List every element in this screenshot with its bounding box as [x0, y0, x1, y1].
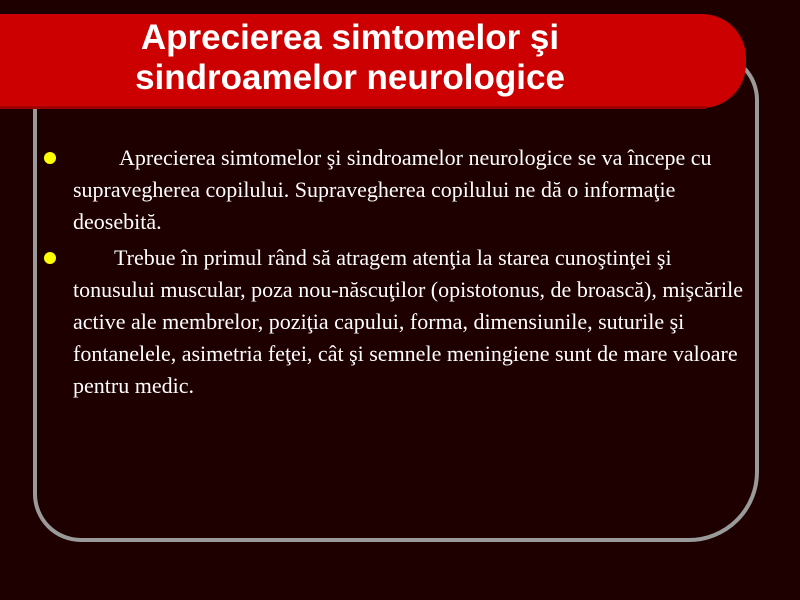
bullet-text: Trebue în primul rând să atragem atenţia la starea cunoştinţei şi tonusului muscular, poza nou-născuţilor (opistotonus, de broască), mişcările active ale membrelor, poziţia capului, forma, dimensiunile, suturile şi fontanelele, asimetria feţei, cât şi semnele meningiene sunt de mare valoare pentru medic.	[73, 245, 743, 398]
bullet-item	[44, 242, 754, 402]
bullet-list	[44, 142, 754, 406]
bullet-icon	[44, 252, 56, 264]
bullet-text: Aprecierea simtomelor şi sindroamelor neurologice se va începe cu supravegherea copilului. Supravegherea copilului ne dă o informaţie deosebită.	[73, 145, 712, 234]
title-underline	[0, 106, 706, 109]
slide-title: Aprecierea simtomelor şi sindroamelor neurologice	[135, 18, 565, 97]
bullet-icon	[44, 152, 56, 164]
bullet-item	[44, 142, 754, 238]
